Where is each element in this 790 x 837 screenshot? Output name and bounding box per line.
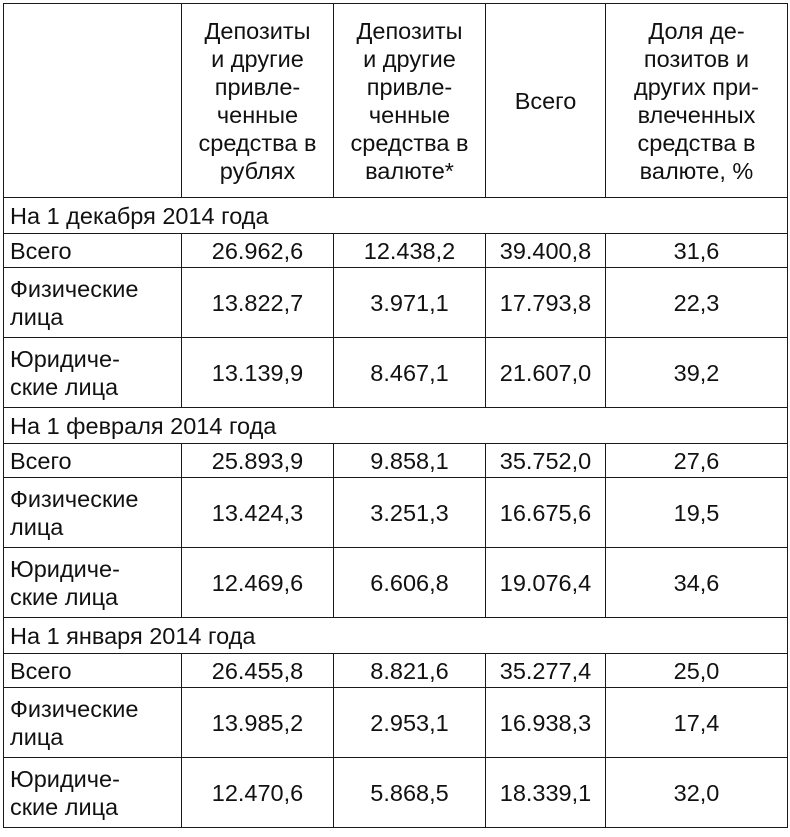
cell-fx: 2.953,1 — [334, 688, 486, 758]
header-label — [4, 4, 182, 198]
header-rub: Депозиты и другие привле- ченные средства в рублях — [182, 4, 334, 198]
row-label: Юридиче- ские лица — [4, 338, 182, 408]
row-label: Юридиче- ские лица — [4, 548, 182, 618]
cell-rub: 12.470,6 — [182, 758, 334, 828]
cell-fx: 3.251,3 — [334, 478, 486, 548]
header-total: Всего — [486, 4, 606, 198]
cell-share: 32,0 — [606, 758, 788, 828]
cell-share: 39,2 — [606, 338, 788, 408]
cell-share: 22,3 — [606, 268, 788, 338]
cell-fx: 6.606,8 — [334, 548, 486, 618]
row-label: Всего — [4, 234, 182, 268]
cell-share: 34,6 — [606, 548, 788, 618]
section-row — [4, 408, 788, 444]
cell-total: 39.400,8 — [486, 234, 606, 268]
table-row — [4, 758, 788, 828]
cell-total: 16.675,6 — [486, 478, 606, 548]
cell-rub: 12.469,6 — [182, 548, 334, 618]
cell-total: 17.793,8 — [486, 268, 606, 338]
cell-total: 16.938,3 — [486, 688, 606, 758]
cell-share: 31,6 — [606, 234, 788, 268]
row-label: Юридиче- ские лица — [4, 758, 182, 828]
cell-fx: 12.438,2 — [334, 234, 486, 268]
table-row — [4, 234, 788, 268]
header-share: Доля де- позитов и других при- влеченных средства в валюте, % — [606, 4, 788, 198]
cell-rub: 13.139,9 — [182, 338, 334, 408]
cell-rub: 13.822,7 — [182, 268, 334, 338]
cell-total: 18.339,1 — [486, 758, 606, 828]
cell-fx: 8.467,1 — [334, 338, 486, 408]
cell-total: 35.752,0 — [486, 444, 606, 478]
table-row — [4, 338, 788, 408]
table-row — [4, 478, 788, 548]
table-row — [4, 548, 788, 618]
header-row — [4, 4, 788, 198]
cell-rub: 13.424,3 — [182, 478, 334, 548]
cell-share: 27,6 — [606, 444, 788, 478]
row-label: Физические лица — [4, 268, 182, 338]
cell-share: 17,4 — [606, 688, 788, 758]
cell-fx: 9.858,1 — [334, 444, 486, 478]
cell-total: 19.076,4 — [486, 548, 606, 618]
section-title: На 1 января 2014 года — [4, 618, 788, 654]
cell-rub: 25.893,9 — [182, 444, 334, 478]
row-label: Всего — [4, 444, 182, 478]
cell-total: 35.277,4 — [486, 654, 606, 688]
cell-rub: 26.455,8 — [182, 654, 334, 688]
cell-fx: 5.868,5 — [334, 758, 486, 828]
cell-fx: 3.971,1 — [334, 268, 486, 338]
table-row — [4, 654, 788, 688]
row-label: Физические лица — [4, 688, 182, 758]
section-row — [4, 618, 788, 654]
section-row — [4, 198, 788, 234]
cell-rub: 13.985,2 — [182, 688, 334, 758]
cell-rub: 26.962,6 — [182, 234, 334, 268]
section-title: На 1 февраля 2014 года — [4, 408, 788, 444]
row-label: Всего — [4, 654, 182, 688]
cell-share: 25,0 — [606, 654, 788, 688]
cell-fx: 8.821,6 — [334, 654, 486, 688]
cell-share: 19,5 — [606, 478, 788, 548]
table-row — [4, 444, 788, 478]
cell-total: 21.607,0 — [486, 338, 606, 408]
deposits-table — [3, 3, 788, 828]
row-label: Физические лица — [4, 478, 182, 548]
header-fx: Депозиты и другие привле- ченные средства в валюте* — [334, 4, 486, 198]
section-title: На 1 декабря 2014 года — [4, 198, 788, 234]
table-row — [4, 688, 788, 758]
table-row — [4, 268, 788, 338]
